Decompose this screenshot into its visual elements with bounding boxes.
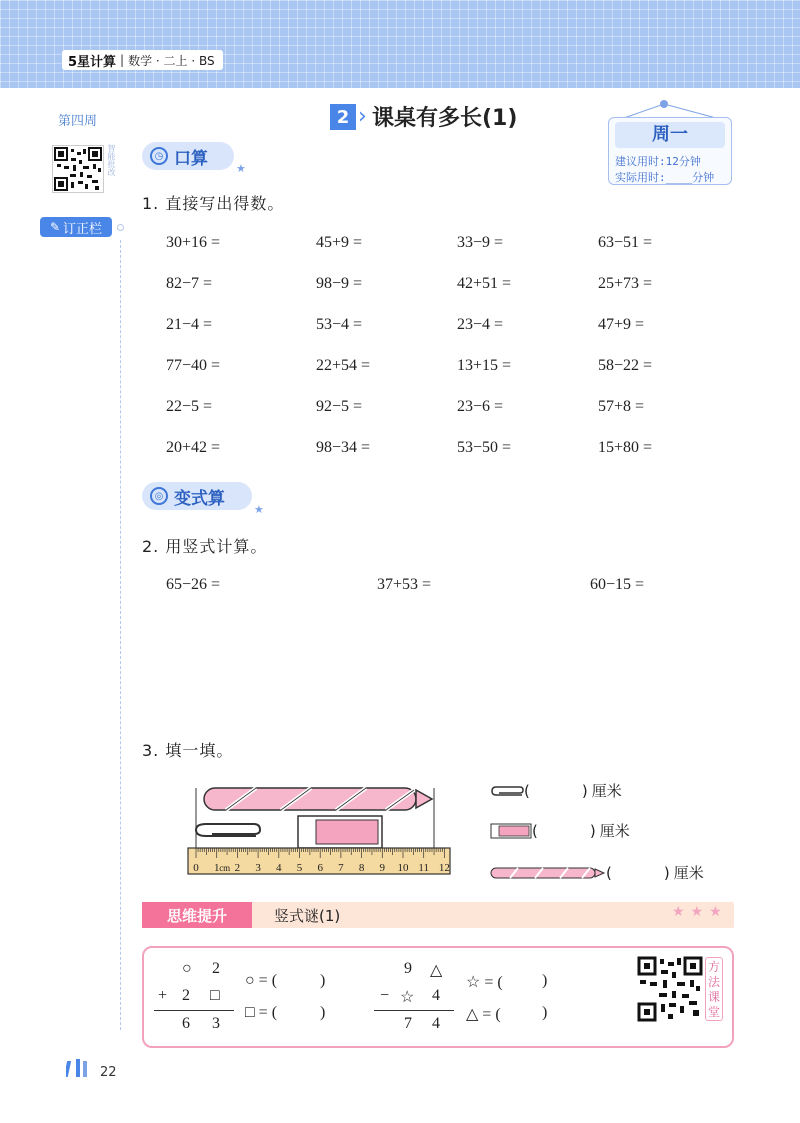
stopwatch-icon: ◷ xyxy=(150,147,168,165)
puzzle1-op: + xyxy=(158,987,168,1004)
ruler-label: 11 xyxy=(418,862,429,874)
header-separator: | xyxy=(120,53,125,67)
series-tag xyxy=(62,50,223,70)
day-card xyxy=(608,117,732,185)
question-2: 2. 用竖式计算。 xyxy=(142,537,268,556)
ruler-label: 6 xyxy=(317,862,323,874)
page-number: 22 xyxy=(100,1065,117,1080)
star-icon: ★ xyxy=(236,162,246,175)
day-label: 周一 xyxy=(615,122,725,148)
lesson-title: 课桌有多长(1) xyxy=(372,106,518,131)
lesson-number: 2 xyxy=(330,104,356,130)
puzzle2-top-b: △ xyxy=(430,962,443,979)
week-label: 第四周 xyxy=(58,114,98,129)
vertical-calc-item: 65−26 = xyxy=(166,576,221,593)
oral-calc-item: 15+80 = xyxy=(598,439,653,456)
puzzle1-answer-circle: ○ = ( xyxy=(245,972,278,989)
oral-calc-item: 98−34 = xyxy=(316,439,371,456)
actual-time: 实际用时:____分钟 xyxy=(615,171,715,184)
oral-calc-item: 53−4 = xyxy=(316,316,363,333)
puzzle1-mid-a: 2 xyxy=(182,987,190,1004)
puzzle1-answer-square: □ = ( xyxy=(245,1004,278,1021)
puzzle2-answer-star-close: ) xyxy=(542,972,548,989)
qr-code-icon[interactable] xyxy=(637,956,703,1022)
section-label: 变式算 xyxy=(174,488,225,509)
oral-calc-item: 23−6 = xyxy=(457,398,504,415)
oral-calc-item: 57+8 = xyxy=(598,398,645,415)
oral-calc-item: 30+16 = xyxy=(166,234,221,251)
paren-close: ) xyxy=(589,821,596,840)
thinking-label: 思维提升 xyxy=(142,902,252,928)
puzzle1-answer-circle-close: ) xyxy=(320,972,326,989)
puzzle1-res-b: 3 xyxy=(212,1015,220,1032)
ruler-label: 12 xyxy=(438,862,450,874)
oral-calc-item: 21−4 = xyxy=(166,316,213,333)
puzzle2-answer-star: ☆ = ( xyxy=(466,974,503,991)
qr-code-icon[interactable] xyxy=(52,145,104,193)
ruler-label: 4 xyxy=(276,862,282,874)
paperclip-icon xyxy=(490,785,524,797)
paperclip-icon xyxy=(196,824,260,836)
oral-calc-item: 25+73 = xyxy=(598,275,653,292)
oral-calc-item: 20+42 = xyxy=(166,439,221,456)
puzzle1-top-a: ○ xyxy=(182,960,192,977)
puzzle1-top-b: 2 xyxy=(212,960,220,977)
ruler-label: 8 xyxy=(358,862,365,874)
ruler-label: 1 xyxy=(213,862,220,874)
oral-calc-item: 47+9 = xyxy=(598,316,645,333)
eraser-icon xyxy=(298,816,382,848)
section-label: 口算 xyxy=(174,148,208,169)
paren-open: ( xyxy=(524,781,530,800)
measure-row-pencil xyxy=(490,862,704,883)
oral-calc-item: 82−7 = xyxy=(166,275,213,292)
binding-line xyxy=(120,240,121,1030)
method-class-tag[interactable]: 方法课堂 xyxy=(705,957,723,1021)
pencil-drawing-icon xyxy=(204,788,432,810)
ruler-label: 5 xyxy=(296,862,303,874)
puzzle1-res-a: 6 xyxy=(182,1015,190,1032)
ruler-label: 0 xyxy=(193,862,199,874)
oral-calc-item: 42+51 = xyxy=(457,275,512,292)
oral-calc-item: 98−9 = xyxy=(316,275,363,292)
unit-label: 厘米 xyxy=(599,822,630,840)
ruler-label: 2 xyxy=(234,862,241,874)
divider-dot xyxy=(117,224,124,231)
section-oral-calc xyxy=(142,142,234,170)
ruler-figure xyxy=(186,778,456,878)
ruler-label: 7 xyxy=(338,862,344,874)
suggested-time: 建议用时:12分钟 xyxy=(615,155,701,168)
oral-calc-item: 22−5 = xyxy=(166,398,213,415)
fix-label: 订正栏 xyxy=(63,221,103,237)
question-1: 1. 直接写出得数。 xyxy=(142,194,285,213)
puzzle1-mid-b: □ xyxy=(210,987,220,1004)
target-icon: ◎ xyxy=(150,487,168,505)
oral-calc-item: 33−9 = xyxy=(457,234,504,251)
unit-label: 厘米 xyxy=(591,782,622,800)
measure-row-paperclip xyxy=(490,780,622,801)
puzzle1-answer-square-close: ) xyxy=(320,1004,326,1021)
books-icon xyxy=(66,1057,96,1077)
puzzle2-answer-triangle-close: ) xyxy=(542,1004,548,1021)
oral-calc-item: 45+9 = xyxy=(316,234,363,251)
oral-calc-item: 23−4 = xyxy=(457,316,504,333)
ruler-label: 9 xyxy=(379,862,386,874)
pencil-drawing-icon xyxy=(490,865,606,881)
puzzle2-answer-triangle: △ = ( xyxy=(466,1006,501,1023)
oral-calc-item: 77−40 = xyxy=(166,357,221,374)
paren-open: ( xyxy=(532,821,538,840)
oral-calc-item: 92−5 = xyxy=(316,398,363,415)
pencil-icon: ✎ xyxy=(49,220,61,234)
eraser-icon xyxy=(490,823,532,839)
header-band xyxy=(0,0,800,88)
oral-calc-item: 63−51 = xyxy=(598,234,653,251)
oral-calc-item: 53−50 = xyxy=(457,439,512,456)
puzzle2-res-b: 4 xyxy=(432,1015,440,1032)
puzzle1-line xyxy=(154,1010,234,1011)
star-icon: ★ xyxy=(254,503,264,516)
oral-calc-item: 13+15 = xyxy=(457,357,512,374)
fix-column-tag xyxy=(40,217,112,237)
vertical-calc-item: 37+53 = xyxy=(377,576,432,593)
ruler-label: 10 xyxy=(397,862,409,874)
paren-close: ) xyxy=(581,781,588,800)
header-subtitle: 数学 · 二上 · BS xyxy=(128,53,215,68)
thinking-subtitle: 竖式谜(1) xyxy=(274,907,341,925)
difficulty-stars: ★★★ xyxy=(672,904,728,920)
oral-calc-item: 58−22 = xyxy=(598,357,653,374)
chevron-right-icon: › xyxy=(358,104,367,129)
puzzle2-op: − xyxy=(380,987,390,1004)
qr-caption: 智能批改 xyxy=(107,144,116,176)
puzzle2-line xyxy=(374,1010,454,1011)
brand-name: 5星计算 xyxy=(68,54,117,70)
puzzle2-top-a: 9 xyxy=(404,960,412,977)
ruler-label: 3 xyxy=(255,862,261,874)
measure-row-eraser xyxy=(490,820,630,841)
section-variant-calc xyxy=(142,482,252,510)
puzzle2-mid-a: ☆ xyxy=(400,989,415,1006)
paren-close: ) xyxy=(663,863,670,882)
vertical-calc-item: 60−15 = xyxy=(590,576,645,593)
paren-open: ( xyxy=(606,863,612,882)
ruler-label: cm xyxy=(219,863,231,873)
unit-label: 厘米 xyxy=(673,864,704,882)
question-3: 3. 填一填。 xyxy=(142,741,234,760)
puzzle2-mid-b: 4 xyxy=(432,987,440,1004)
oral-calc-item: 22+54 = xyxy=(316,357,371,374)
puzzle2-res-a: 7 xyxy=(404,1015,412,1032)
